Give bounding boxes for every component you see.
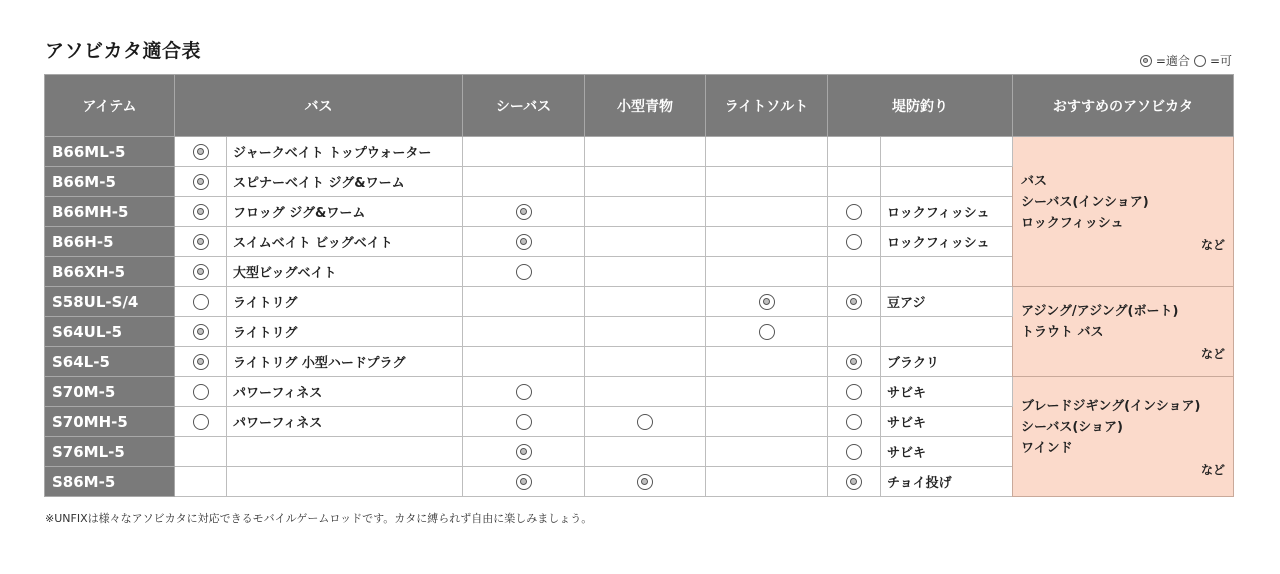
text-cell-bass_text: ライトリグ	[227, 317, 463, 347]
text-cell-bass_text	[227, 437, 463, 467]
double-circle-icon	[193, 144, 209, 160]
mark-cell-seabass	[463, 167, 585, 197]
mark-cell-bass	[175, 227, 227, 257]
mark-cell-bass	[175, 137, 227, 167]
double-circle-icon	[516, 444, 532, 460]
header-seabass: シーバス	[463, 75, 585, 137]
mark-cell-bass	[175, 347, 227, 377]
mark-cell-bass	[175, 377, 227, 407]
circle-icon	[637, 414, 653, 430]
text-cell-bass_text: パワーフィネス	[227, 377, 463, 407]
mark-cell-bass	[175, 407, 227, 437]
mark-cell-bass	[175, 257, 227, 287]
header-light-salt: ライトソルト	[706, 75, 828, 137]
model-name: S70MH-5	[45, 407, 175, 437]
compatibility-table	[44, 74, 1234, 497]
table-row	[45, 377, 1234, 407]
mark-cell-seabass	[463, 407, 585, 437]
text-cell-bass_text: スピナーベイト ジグ&ワーム	[227, 167, 463, 197]
mark-cell-teibo	[828, 317, 881, 347]
mark-cell-bass	[175, 287, 227, 317]
mark-cell-lightsalt	[706, 407, 828, 437]
text-cell-bass_text: パワーフィネス	[227, 407, 463, 437]
header-teibo: 堤防釣り	[828, 75, 1013, 137]
model-name: B66M-5	[45, 167, 175, 197]
double-circle-icon	[193, 204, 209, 220]
mark-cell-aomono	[585, 227, 706, 257]
double-circle-icon	[846, 474, 862, 490]
mark-cell-teibo	[828, 257, 881, 287]
double-circle-icon	[193, 174, 209, 190]
recommend-cell	[1013, 377, 1234, 497]
mark-cell-teibo	[828, 227, 881, 257]
table-body	[45, 137, 1234, 497]
mark-cell-teibo	[828, 347, 881, 377]
circle-icon	[846, 384, 862, 400]
recommend-suffix: など	[1200, 237, 1225, 252]
mark-cell-bass	[175, 467, 227, 497]
double-circle-icon	[846, 294, 862, 310]
mark-cell-lightsalt	[706, 317, 828, 347]
text-cell-teibo_text: サビキ	[881, 377, 1013, 407]
mark-cell-seabass	[463, 287, 585, 317]
double-circle-icon	[193, 324, 209, 340]
double-circle-icon	[193, 354, 209, 370]
table-row	[45, 287, 1234, 317]
model-name: S70M-5	[45, 377, 175, 407]
mark-cell-bass	[175, 317, 227, 347]
text-cell-teibo_text: ブラクリ	[881, 347, 1013, 377]
mark-cell-seabass	[463, 227, 585, 257]
recommend-line: トラウト バス	[1021, 325, 1104, 340]
mark-cell-lightsalt	[706, 437, 828, 467]
text-cell-teibo_text: サビキ	[881, 407, 1013, 437]
circle-icon	[516, 264, 532, 280]
legend-single-label: =可	[1209, 54, 1232, 68]
text-cell-teibo_text	[881, 317, 1013, 347]
mark-cell-bass	[175, 197, 227, 227]
mark-cell-bass	[175, 167, 227, 197]
model-name: S64UL-5	[45, 317, 175, 347]
mark-cell-teibo	[828, 287, 881, 317]
text-cell-bass_text: フロッグ ジグ&ワーム	[227, 197, 463, 227]
recommend-line: アジング/アジング(ボート)	[1021, 304, 1179, 319]
text-cell-teibo_text: ロックフィッシュ	[881, 227, 1013, 257]
text-cell-bass_text: ジャークベイト トップウォーター	[227, 137, 463, 167]
model-name: B66ML-5	[45, 137, 175, 167]
mark-cell-aomono	[585, 377, 706, 407]
mark-cell-aomono	[585, 167, 706, 197]
model-name: B66H-5	[45, 227, 175, 257]
recommend-line: シーバス(ショア)	[1021, 419, 1123, 435]
text-cell-teibo_text: サビキ	[881, 437, 1013, 467]
text-cell-teibo_text: 豆アジ	[881, 287, 1013, 317]
recommend-line: ロックフィッシュ	[1021, 215, 1124, 231]
mark-cell-lightsalt	[706, 257, 828, 287]
double-circle-icon	[1140, 54, 1152, 68]
text-cell-teibo_text	[881, 167, 1013, 197]
mark-cell-aomono	[585, 437, 706, 467]
mark-cell-lightsalt	[706, 377, 828, 407]
text-cell-teibo_text	[881, 137, 1013, 167]
circle-icon	[193, 384, 209, 400]
mark-cell-bass	[175, 437, 227, 467]
mark-cell-seabass	[463, 437, 585, 467]
mark-cell-seabass	[463, 197, 585, 227]
model-name: B66XH-5	[45, 257, 175, 287]
mark-cell-lightsalt	[706, 227, 828, 257]
header-item: アイテム	[45, 75, 175, 137]
mark-cell-seabass	[463, 317, 585, 347]
footnote: ※UNFIXは様々なアソビカタに対応できるモバイルゲームロッドです。カタに縛られず自由に楽しみましょう。	[45, 512, 593, 525]
recommend-cell	[1013, 137, 1234, 287]
page-title: アソビカタ適合表	[45, 40, 202, 62]
mark-cell-seabass	[463, 467, 585, 497]
text-cell-teibo_text: チョイ投げ	[881, 467, 1013, 497]
recommend-cell	[1013, 287, 1234, 377]
mark-cell-lightsalt	[706, 467, 828, 497]
recommend-line: バス	[1021, 173, 1048, 189]
text-cell-bass_text: 大型ビッグベイト	[227, 257, 463, 287]
double-circle-icon	[759, 294, 775, 310]
mark-cell-seabass	[463, 257, 585, 287]
mark-cell-seabass	[463, 137, 585, 167]
legend-double-label: =適合	[1155, 54, 1190, 68]
legend	[1140, 52, 1232, 69]
text-cell-bass_text	[227, 467, 463, 497]
mark-cell-lightsalt	[706, 347, 828, 377]
circle-icon	[516, 384, 532, 400]
circle-icon	[193, 414, 209, 430]
header-bass: バス	[175, 75, 463, 137]
recommend-suffix: など	[1200, 347, 1225, 361]
double-circle-icon	[193, 234, 209, 250]
text-cell-bass_text: スイムベイト ビッグベイト	[227, 227, 463, 257]
table-header-row	[45, 75, 1234, 137]
mark-cell-aomono	[585, 197, 706, 227]
double-circle-icon	[193, 264, 209, 280]
circle-icon	[1194, 54, 1206, 68]
recommend-line: ブレードジギング(インショア)	[1021, 398, 1201, 414]
text-cell-bass_text: ライトリグ 小型ハードプラグ	[227, 347, 463, 377]
mark-cell-seabass	[463, 377, 585, 407]
double-circle-icon	[846, 354, 862, 370]
header-recommend: おすすめのアソビカタ	[1013, 75, 1234, 137]
double-circle-icon	[516, 234, 532, 250]
mark-cell-lightsalt	[706, 197, 828, 227]
mark-cell-teibo	[828, 377, 881, 407]
text-cell-teibo_text: ロックフィッシュ	[881, 197, 1013, 227]
mark-cell-aomono	[585, 347, 706, 377]
circle-icon	[846, 414, 862, 430]
mark-cell-teibo	[828, 467, 881, 497]
double-circle-icon	[516, 474, 532, 490]
circle-icon	[193, 294, 209, 310]
recommend-line: シーバス(インショア)	[1021, 194, 1149, 210]
circle-icon	[846, 204, 862, 220]
mark-cell-teibo	[828, 167, 881, 197]
recommend-line: ワインド	[1021, 440, 1073, 456]
mark-cell-aomono	[585, 287, 706, 317]
mark-cell-lightsalt	[706, 167, 828, 197]
mark-cell-teibo	[828, 137, 881, 167]
recommend-suffix: など	[1200, 462, 1225, 477]
circle-icon	[516, 414, 532, 430]
mark-cell-aomono	[585, 317, 706, 347]
mark-cell-lightsalt	[706, 137, 828, 167]
header-small-aomono: 小型青物	[585, 75, 706, 137]
mark-cell-teibo	[828, 407, 881, 437]
circle-icon	[846, 234, 862, 250]
model-name: S86M-5	[45, 467, 175, 497]
mark-cell-aomono	[585, 467, 706, 497]
mark-cell-seabass	[463, 347, 585, 377]
mark-cell-aomono	[585, 257, 706, 287]
double-circle-icon	[516, 204, 532, 220]
model-name: S64L-5	[45, 347, 175, 377]
text-cell-bass_text: ライトリグ	[227, 287, 463, 317]
table-row	[45, 137, 1234, 167]
circle-icon	[759, 324, 775, 340]
mark-cell-teibo	[828, 437, 881, 467]
mark-cell-teibo	[828, 197, 881, 227]
mark-cell-lightsalt	[706, 287, 828, 317]
text-cell-teibo_text	[881, 257, 1013, 287]
double-circle-icon	[637, 474, 653, 490]
mark-cell-aomono	[585, 407, 706, 437]
model-name: B66MH-5	[45, 197, 175, 227]
model-name: S76ML-5	[45, 437, 175, 467]
circle-icon	[846, 444, 862, 460]
model-name: S58UL-S/4	[45, 287, 175, 317]
mark-cell-aomono	[585, 137, 706, 167]
